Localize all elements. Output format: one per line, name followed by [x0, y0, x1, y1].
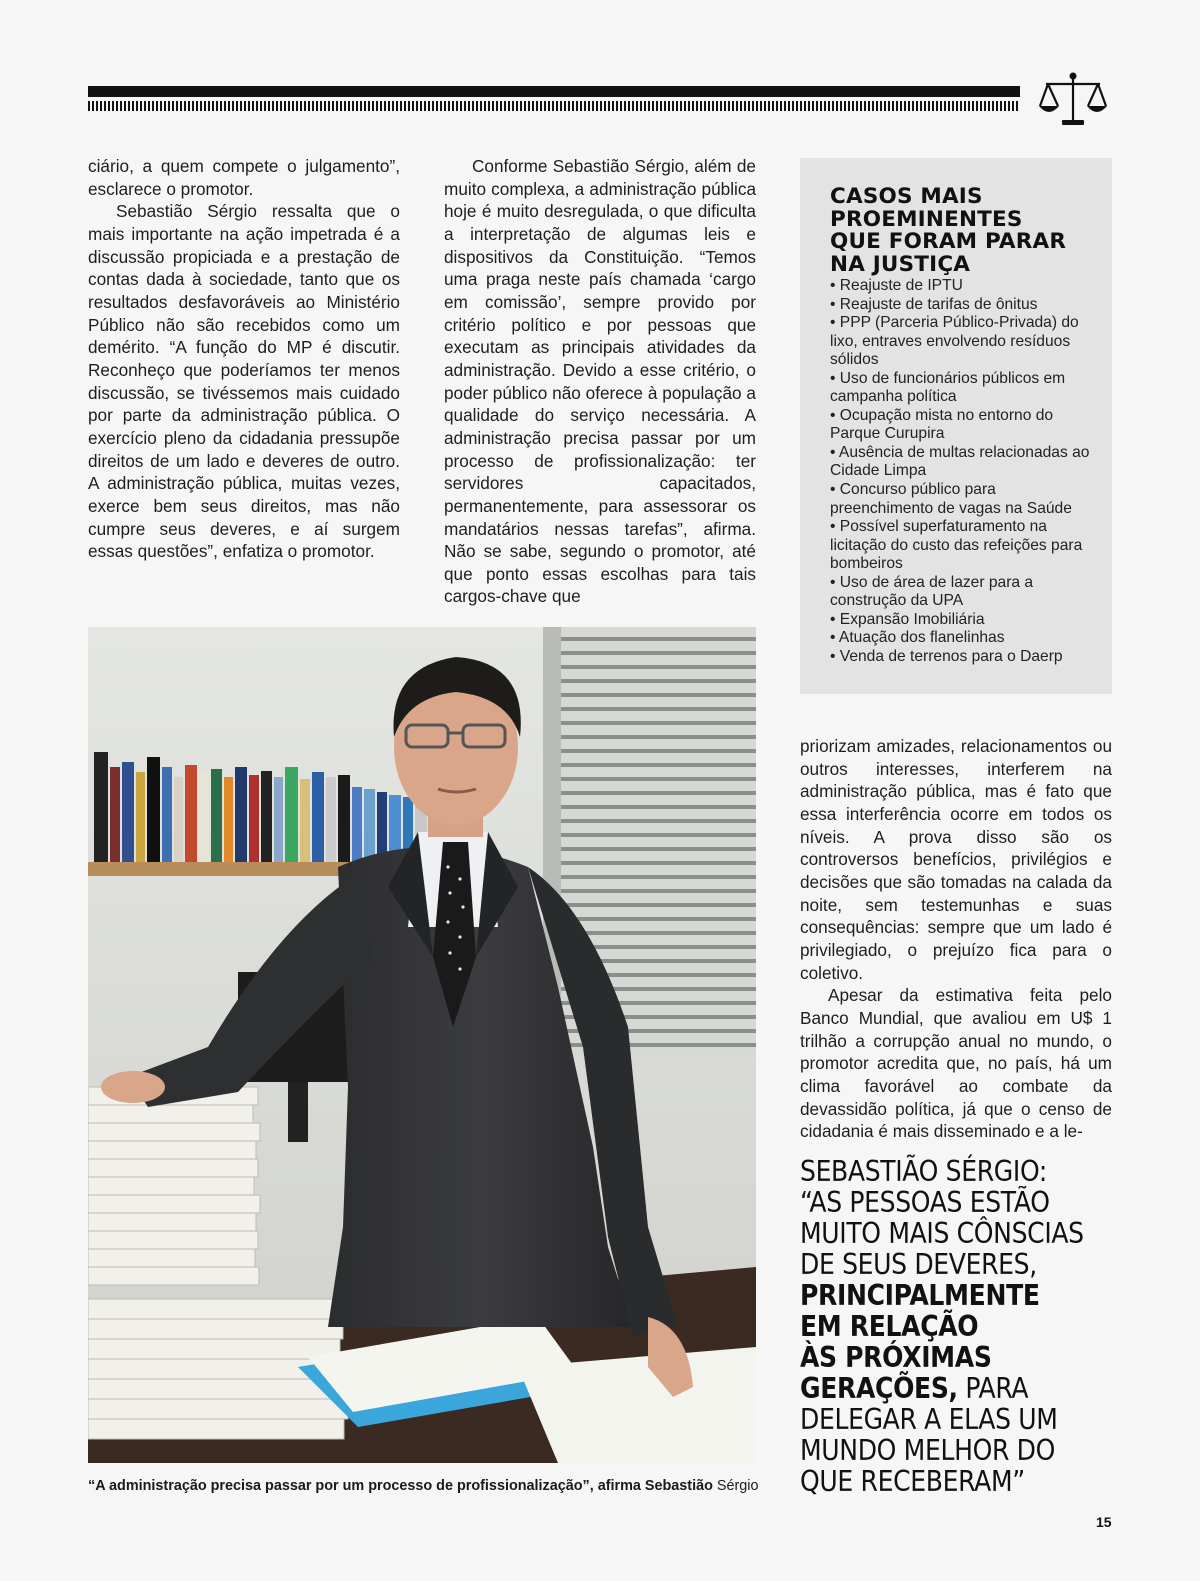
scales-of-justice-icon: [1038, 70, 1108, 130]
list-item: • PPP (Parceria Público-Privada) do lixo, entraves envolvendo resíduos sólidos: [830, 314, 1079, 369]
quote-line: SEBASTIÃO SÉRGIO:: [800, 1155, 1047, 1188]
list-item: • Reajuste de tarifas de ônitus: [830, 295, 1038, 313]
pull-quote: [800, 1156, 1130, 1497]
quote-thin-word: PARA: [957, 1372, 1029, 1405]
quote-line-bold: EM RELAÇÃO: [800, 1310, 979, 1343]
quote-line: DELEGAR A ELAS UM: [800, 1403, 1058, 1436]
article-column-3: [800, 735, 1112, 1143]
quote-line: MUITO MAIS CÔNSCIAS: [800, 1217, 1084, 1250]
list-item: • Reajuste de IPTU: [830, 277, 963, 294]
photo-caption: [88, 1477, 788, 1495]
caption-bold: “A administração precisa passar por um processo de profissionalização”, afirma Sebastião: [88, 1478, 713, 1494]
quote-line: DE SEUS DEVERES,: [800, 1248, 1037, 1281]
sidebar-title-line: QUE FORAM PARAR: [830, 229, 1067, 254]
portrait-photo: [88, 627, 756, 1463]
list-item: • Uso de funcionários públicos em campanha política: [830, 369, 1066, 406]
list-item: • Concurso público para preenchimento de vagas na Saúde: [830, 481, 1072, 517]
sidebar-title-line: NA JUSTIÇA: [830, 251, 971, 277]
quote-line-bold: ÀS PRÓXIMAS: [800, 1341, 992, 1374]
quote-bold-word: GERAÇÕES,: [800, 1372, 958, 1405]
quote-line: “AS PESSOAS ESTÃO: [800, 1186, 1050, 1219]
caption-regular: Sérgio: [712, 1478, 759, 1494]
sidebar-title: [830, 186, 1100, 276]
list-item: • Ocupação mista no entorno do Parque Curupira: [830, 406, 1054, 443]
paragraph: ciário, a quem compete o julgamento”, esclarece o promotor.: [88, 156, 400, 199]
page-number: 15: [1096, 1514, 1112, 1530]
quote-line: QUE RECEBERAM”: [800, 1465, 1025, 1498]
sidebar-box: [800, 158, 1112, 694]
sidebar-title-line: CASOS MAIS: [830, 184, 983, 209]
paragraph: Sebastião Sérgio ressalta que o mais importante na ação impetrada é a discussão propiciada e a prestação de contas dada à sociedade, tanto que os resultados desfavoráveis ao Ministério Público não são recebidos como um demérito. “A função do MP é discutir. Reconheço que poderíamos ter menos discussão, se tivéssemos mais cuidado por parte da administração pública. O exercício pleno da cidadania pressupõe direitos de um lado e deveres de outro. A administração pública, muitas vezes, exerce bem seus direitos, mas não cumpre seus deveres, e aí surgem essas questões”, enfatiza o promotor.: [88, 201, 400, 562]
list-item: • Atuação dos flanelinhas: [830, 629, 1005, 647]
paragraph: priorizam amizades, relacionamentos ou outros interesses, interferem na administração pública, mas é fato que essa interferência ocorre em todos os níveis. A prova disso são os controversos benefícios, privilégios e decisões que são tomadas na calada da noite, sem testemunhas e suas consequências: sempre que um lado é privilegiado, o prejuízo fica para o coletivo.: [800, 736, 1112, 983]
list-item: • Possível superfaturamento na licitação do custo das refeições para bombeiros: [830, 518, 1083, 573]
sidebar-title-line: PROEMINENTES: [830, 206, 1023, 232]
sidebar-list: [830, 277, 1100, 666]
portrait-photo-illustration: [88, 627, 756, 1463]
list-item: • Venda de terrenos para o Daerp: [830, 647, 1063, 665]
list-item: • Ausência de multas relacionadas ao Cidade Limpa: [830, 443, 1090, 480]
article-column-2: [444, 155, 756, 608]
paragraph: Conforme Sebastião Sérgio, além de muito complexa, a administração pública hoje é muito desregulada, o que dificulta a interpretação de algumas leis e dispositivos da Constituição. “Temos uma praga neste país chamada ‘cargo em comissão’, sempre provido por critério político e por pessoas que executam as principais atividades da administração. Devido a esse critério, o poder público não oferece à população a qualidade do serviço necessária. A administração precisa passar por um processo de profissionalização: ter servidores capacitados, permanentemente, para assessorar os mandatários nessas tarefas”, afirma. Não se sabe, segundo o promotor, até que ponto essas escolhas para tais cargos-chave que: [444, 156, 756, 607]
list-item: • Uso de área de lazer para a construção da UPA: [830, 573, 1034, 610]
article-column-1: [88, 155, 400, 563]
quote-line-mixed: [800, 1373, 1090, 1404]
list-item: • Expansão Imobiliária: [830, 610, 985, 628]
header-rule-hatched: [88, 101, 1020, 111]
paragraph: Apesar da estimativa feita pelo Banco Mundial, que avaliou em U$ 1 trilhão a corrupção anual no mundo, o promotor acredita que, no país, há um clima favorável ao combate da devassidão política, já que o censo de cidadania é mais disseminado e a le-: [800, 985, 1112, 1142]
quote-line: MUNDO MELHOR DO: [800, 1434, 1056, 1467]
header-rule-thick: [88, 86, 1020, 97]
quote-line-bold: PRINCIPALMENTE: [800, 1279, 1040, 1312]
